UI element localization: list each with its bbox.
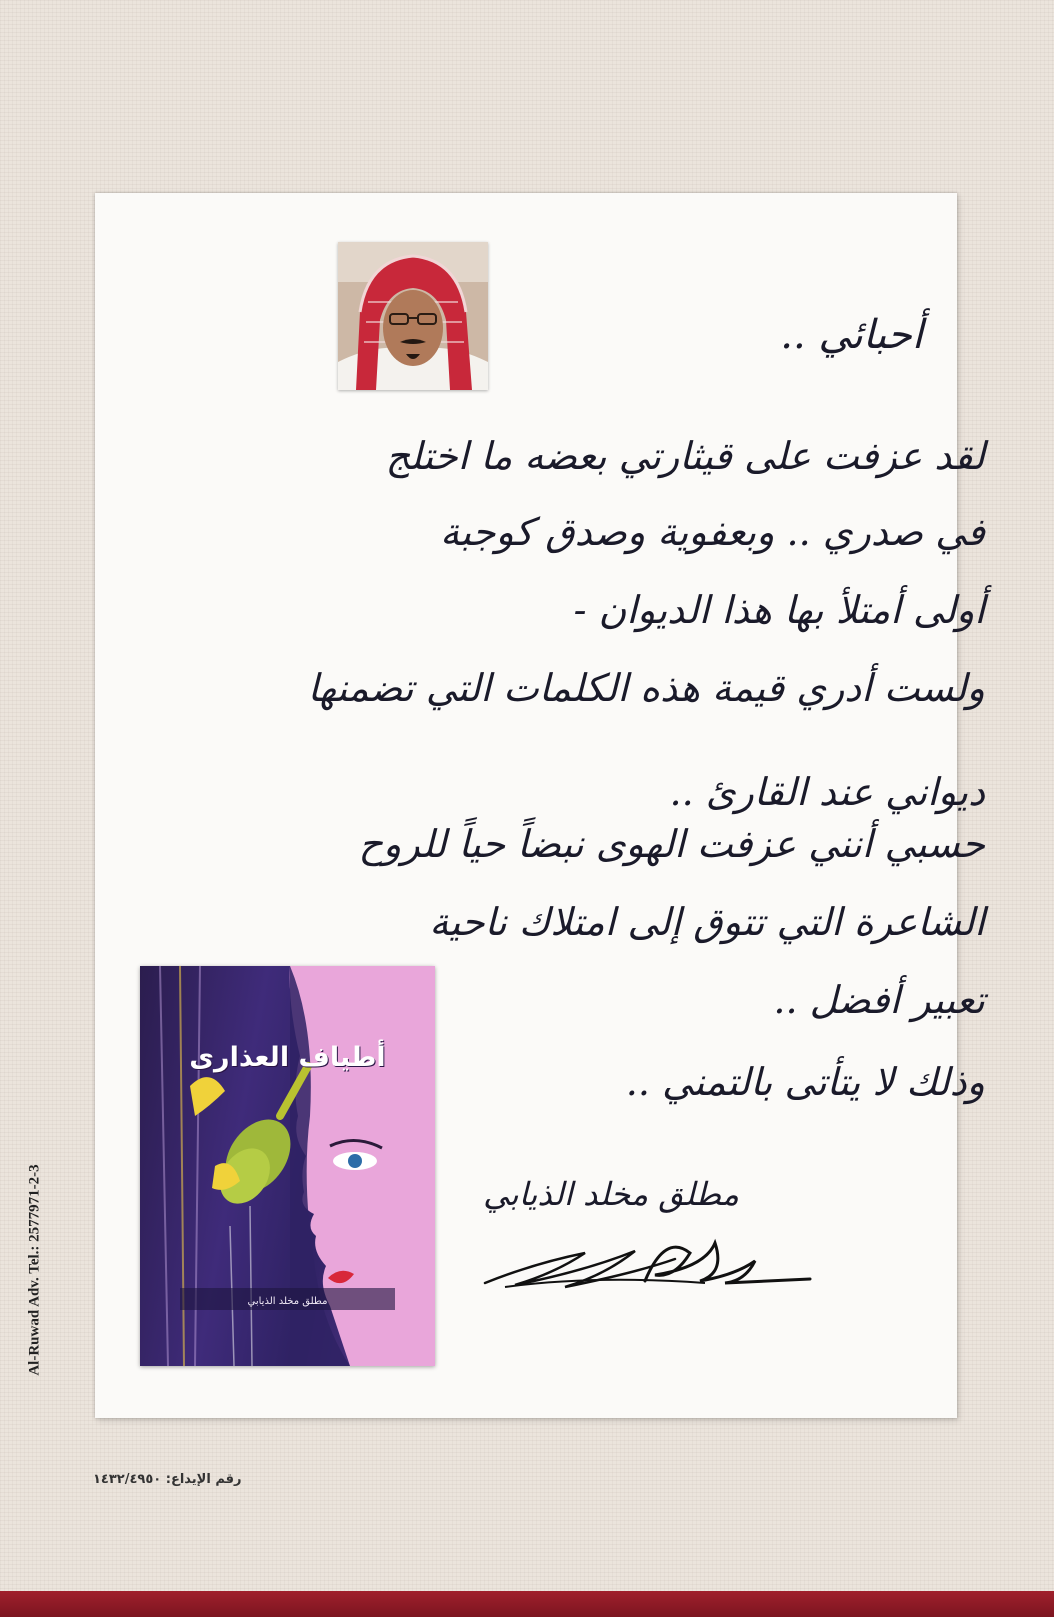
book-cover (140, 966, 435, 1366)
letter-salutation: أحبائي .. (780, 312, 923, 358)
letter-line-2: في صدري .. وبعفوية وصدق كوجبة (440, 510, 985, 554)
letter-line-7: الشاعرة التي تتوق إلى امتلاك ناحية (429, 900, 985, 944)
bottom-color-band (0, 1591, 1054, 1617)
letter-line-9: وذلك لا يتأتى بالتمني .. (625, 1060, 985, 1104)
deposit-number: رقم الإيداع: ١٤٣٢/٤٩٥٠ (93, 1472, 242, 1487)
signature-name: مطلق مخلد الذيابي (483, 1175, 739, 1213)
book-title: أطياف العذارى (189, 1042, 386, 1073)
letter-line-4: ولست أدري قيمة هذه الكلمات التي تضمنها (307, 666, 985, 710)
advertiser-credit: Al-Ruwad Adv. Tel.: 2577971-2-3 (26, 1164, 43, 1376)
letter-line-5: ديواني عند القارئ .. (669, 770, 985, 814)
letter-line-8: تعبير أفضل .. (773, 978, 985, 1022)
book-author: مطلق مخلد الذيابي (247, 1296, 328, 1307)
letter-line-1: لقد عزفت على قيثارتي بعضه ما اختلج (385, 434, 985, 478)
letter-card (95, 193, 985, 1418)
letter-line-6: حسبي أنني عزفت الهوى نبضاً حياً للروح (358, 822, 985, 866)
letter-line-3: أولى أمتلأ بها هذا الديوان - (573, 588, 985, 632)
handwritten-signature (475, 1223, 815, 1293)
